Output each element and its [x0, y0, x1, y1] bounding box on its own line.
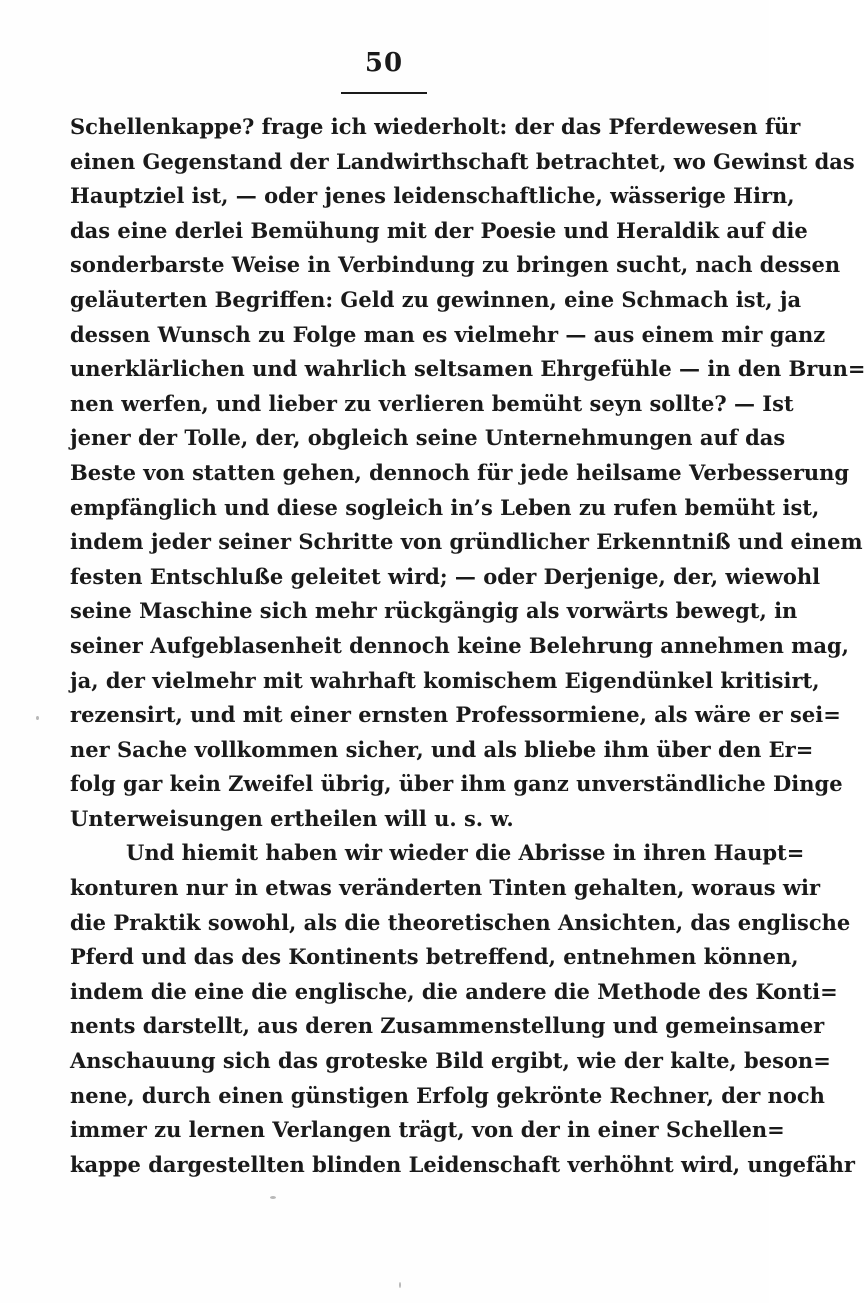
- text-line: dessen Wunsch zu Folge man es vielmehr — aus einem mir ganz: [70, 321, 826, 347]
- text-line: Pferd und das des Kontinents betreffend, entnehmen können,: [70, 944, 799, 970]
- text-line: sonderbarste Weise in Verbindung zu bringen sucht, nach dessen: [70, 252, 841, 278]
- text-line: Und hiemit haben wir wieder die Abrisse in ihren Haupt=: [126, 840, 805, 866]
- body-text: [70, 110, 865, 1182]
- page-number: 50: [364, 48, 404, 78]
- text-line: rezensirt, und mit einer ernsten Professormiene, als wäre er sei=: [70, 702, 841, 728]
- text-line: immer zu lernen Verlangen trägt, von der in einer Schellen=: [70, 1117, 785, 1143]
- text-line: indem jeder seiner Schritte von gründlicher Erkenntniß und einem: [70, 529, 863, 555]
- text-line: nents darstellt, aus deren Zusammenstellung und gemeinsamer: [70, 1013, 825, 1039]
- text-line: Schellenkappe? frage ich wiederholt: der das Pferdewesen für: [70, 114, 801, 139]
- text-line: geläuterten Begriffen: Geld zu gewinnen, eine Schmach ist, ja: [70, 286, 802, 312]
- paper-speck: [36, 716, 39, 720]
- paragraph: [70, 836, 855, 1182]
- paragraph: [70, 110, 865, 836]
- text-line: ja, der vielmehr mit wahrhaft komischem Eigendünkel kritisirt,: [70, 667, 820, 693]
- paper-speck: [270, 1196, 276, 1199]
- text-line: folg gar kein Zweifel übrig, über ihm ganz unverständliche Dinge: [70, 771, 843, 797]
- text-line: kappe dargestellten blinden Leidenschaft verhöhnt wird, ungefähr: [70, 1151, 855, 1177]
- text-line: Anschauung sich das groteske Bild ergibt, wie der kalte, beson=: [70, 1048, 831, 1074]
- text-line: das eine derlei Bemühung mit der Poesie und Heraldik auf die: [70, 217, 808, 243]
- text-line: Beste von statten gehen, dennoch für jede heilsame Verbesserung: [70, 459, 850, 485]
- text-line: nene, durch einen günstigen Erfolg gekrönte Rechner, der noch: [70, 1082, 825, 1108]
- text-line: jener der Tolle, der, obgleich seine Unternehmungen auf das: [70, 425, 786, 451]
- text-line: ner Sache vollkommen sicher, und als bliebe ihm über den Er=: [70, 736, 814, 762]
- text-line: nen werfen, und lieber zu verlieren bemüht seyn sollte? — Ist: [70, 390, 794, 416]
- text-line: unerklärlichen und wahrlich seltsamen Ehrgefühle — in den Brun=: [70, 356, 865, 382]
- text-line: empfänglich und diese sogleich in’s Leben zu rufen bemüht ist,: [70, 494, 820, 520]
- text-line: Hauptziel ist, — oder jenes leidenschaftliche, wässerige Hirn,: [70, 183, 795, 209]
- text-line: indem die eine die englische, die andere die Methode des Konti=: [70, 978, 838, 1004]
- page-number-rule: [341, 92, 427, 94]
- text-line: konturen nur in etwas veränderten Tinten gehalten, woraus wir: [70, 875, 821, 901]
- text-line: seine Maschine sich mehr rückgängig als vorwärts bewegt, in: [70, 598, 798, 624]
- text-line: die Praktik sowohl, als die theoretischen Ansichten, das englische: [70, 909, 851, 935]
- text-line: einen Gegenstand der Landwirthschaft betrachtet, wo Gewinst das: [70, 148, 855, 174]
- paper-speck: [399, 1282, 401, 1288]
- text-line: Unterweisungen ertheilen will u. s. w.: [70, 805, 514, 831]
- text-line: festen Entschluße geleitet wird; — oder Derjenige, der, wiewohl: [70, 563, 821, 589]
- text-line: seiner Aufgeblasenheit dennoch keine Belehrung annehmen mag,: [70, 632, 849, 658]
